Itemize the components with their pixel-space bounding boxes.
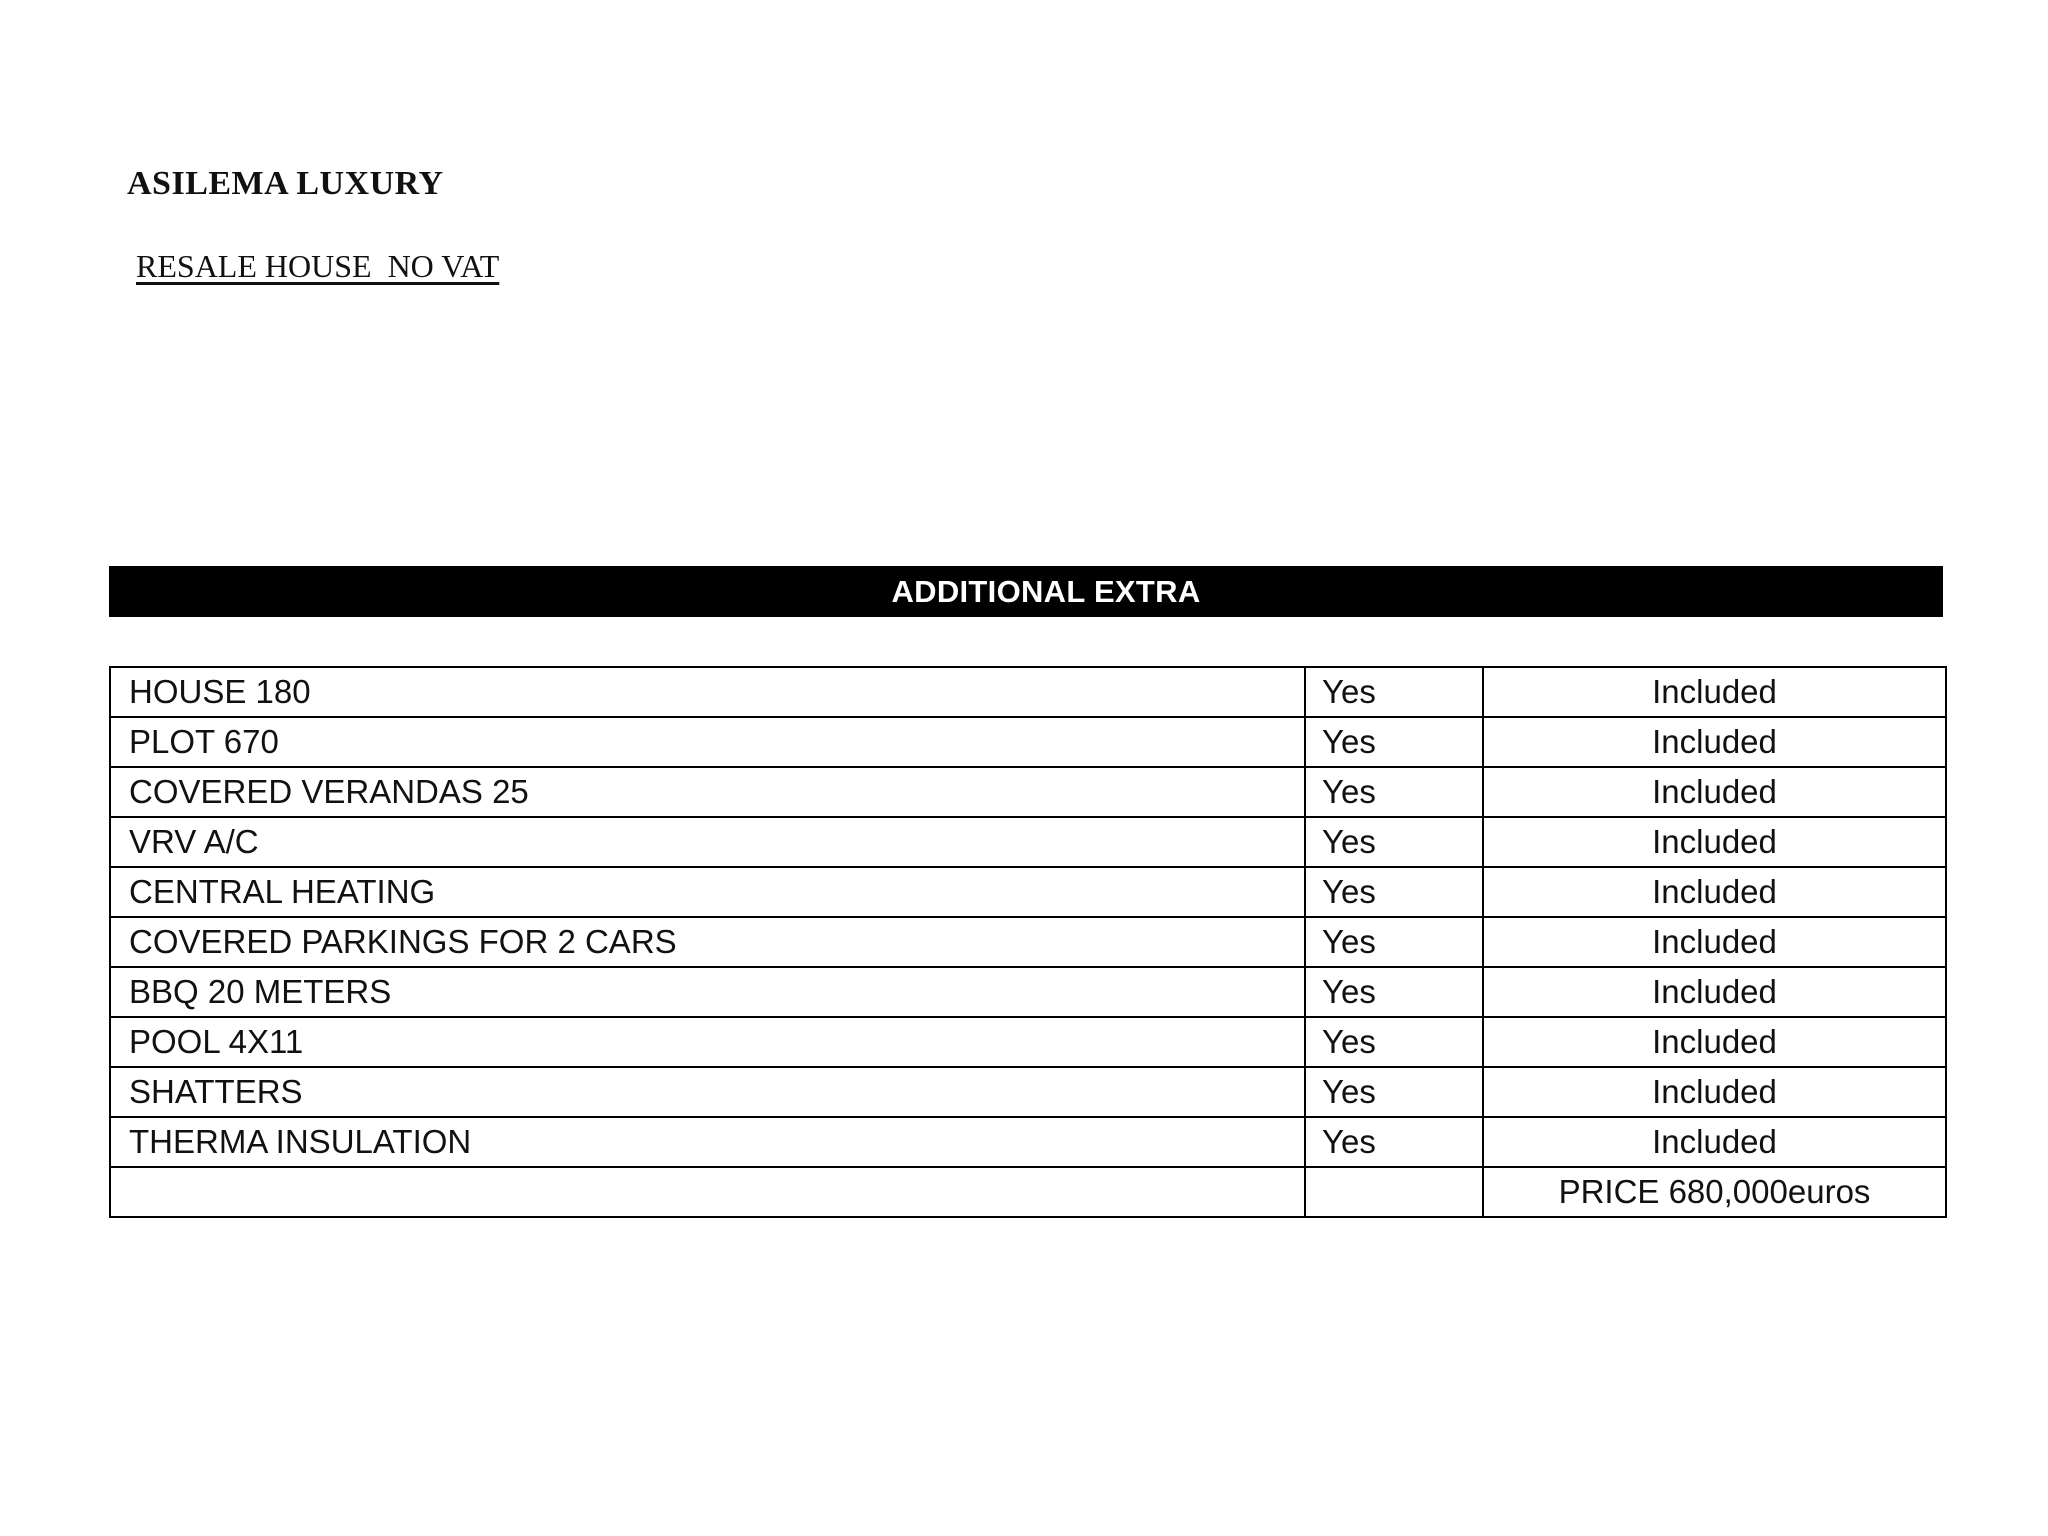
document-title: ASILEMA LUXURY xyxy=(127,165,444,202)
note-cell: Included xyxy=(1483,767,1946,817)
note-cell: Included xyxy=(1483,917,1946,967)
status-cell: Yes xyxy=(1305,667,1483,717)
table-row xyxy=(110,717,1946,767)
status-cell: Yes xyxy=(1305,717,1483,767)
price-cell: PRICE 680,000euros xyxy=(1483,1167,1946,1217)
note-cell: Included xyxy=(1483,1117,1946,1167)
item-cell: CENTRAL HEATING xyxy=(110,867,1305,917)
empty-cell xyxy=(110,1167,1305,1217)
section-banner xyxy=(109,566,1943,617)
table-row xyxy=(110,917,1946,967)
empty-cell xyxy=(1305,1167,1483,1217)
section-banner-label: ADDITIONAL EXTRA xyxy=(891,573,1201,609)
table-row xyxy=(110,867,1946,917)
status-cell: Yes xyxy=(1305,917,1483,967)
note-cell: Included xyxy=(1483,1017,1946,1067)
price-row xyxy=(110,1167,1946,1217)
document-subtitle: RESALE HOUSE NO VAT xyxy=(136,248,500,284)
item-cell: PLOT 670 xyxy=(110,717,1305,767)
table-row xyxy=(110,1067,1946,1117)
note-cell: Included xyxy=(1483,667,1946,717)
item-cell: THERMA INSULATION xyxy=(110,1117,1305,1167)
note-cell: Included xyxy=(1483,967,1946,1017)
note-cell: Included xyxy=(1483,817,1946,867)
status-cell: Yes xyxy=(1305,867,1483,917)
item-cell: SHATTERS xyxy=(110,1067,1305,1117)
table-row xyxy=(110,767,1946,817)
item-cell: COVERED PARKINGS FOR 2 CARS xyxy=(110,917,1305,967)
item-cell: HOUSE 180 xyxy=(110,667,1305,717)
extras-table-body xyxy=(110,667,1946,1217)
item-cell: BBQ 20 METERS xyxy=(110,967,1305,1017)
item-cell: POOL 4X11 xyxy=(110,1017,1305,1067)
item-cell: VRV A/C xyxy=(110,817,1305,867)
table-row xyxy=(110,817,1946,867)
status-cell: Yes xyxy=(1305,817,1483,867)
table-row xyxy=(110,967,1946,1017)
status-cell: Yes xyxy=(1305,1067,1483,1117)
status-cell: Yes xyxy=(1305,967,1483,1017)
extras-table xyxy=(109,666,1947,1218)
status-cell: Yes xyxy=(1305,767,1483,817)
status-cell: Yes xyxy=(1305,1117,1483,1167)
item-cell: COVERED VERANDAS 25 xyxy=(110,767,1305,817)
note-cell: Included xyxy=(1483,867,1946,917)
note-cell: Included xyxy=(1483,1067,1946,1117)
status-cell: Yes xyxy=(1305,1017,1483,1067)
table-row xyxy=(110,1017,1946,1067)
note-cell: Included xyxy=(1483,717,1946,767)
table-row xyxy=(110,1117,1946,1167)
table-row xyxy=(110,667,1946,717)
